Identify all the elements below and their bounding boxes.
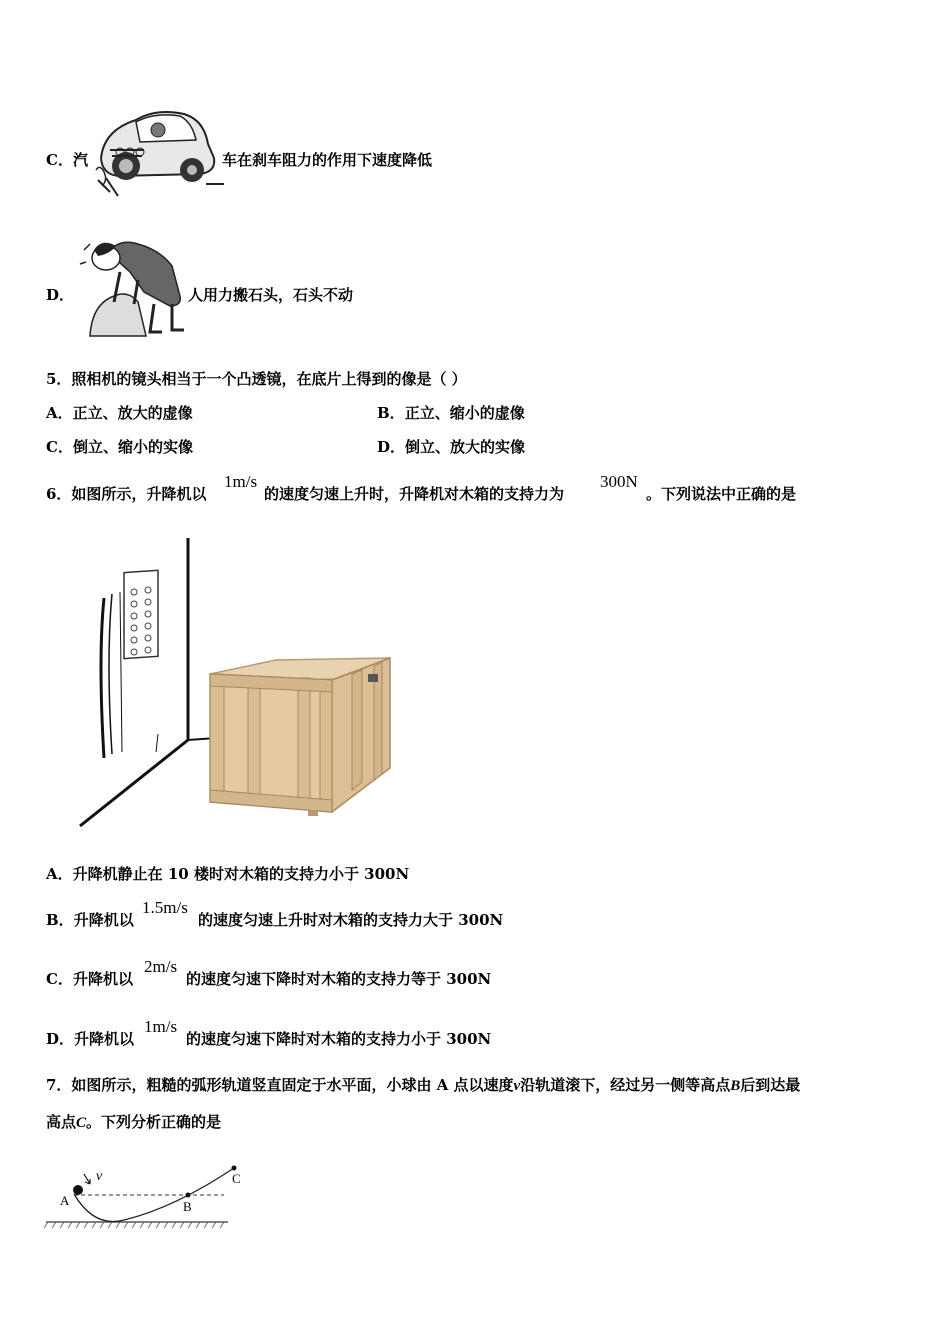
q6-option-d[interactable]: D．升降机以 [46, 1030, 135, 1048]
q4-option-c[interactable] [46, 153, 88, 168]
q5-option-c[interactable]: C．倒立、缩小的实像 [46, 438, 193, 456]
q6-option-a[interactable]: A．升降机静止在 10 楼时对木箱的支持力小于 300N [46, 865, 410, 883]
q5-option-a[interactable]: A．正立、放大的虚像 [46, 404, 193, 422]
q6-stem-b: 的速度匀速上升时，升降机对木箱的支持力为 [264, 485, 565, 503]
q6-stem-c: 。下列说法中正确的是 [646, 485, 797, 503]
q4-option-d-label[interactable] [46, 288, 74, 303]
q6-option-c[interactable]: C．升降机以 [46, 970, 133, 988]
q6-option-b-post: 的速度匀速上升时对木箱的支持力大于 300N [198, 911, 504, 929]
label-c: C [232, 1171, 241, 1186]
q6-force-value: 300N [600, 472, 638, 491]
arc-track-figure [44, 1160, 254, 1234]
q6-option-c-value: 2m/s [144, 957, 178, 976]
option-label: D． [46, 286, 75, 304]
label-a: A [60, 1193, 70, 1208]
q4-option-c-rest [222, 153, 432, 168]
q6-option-b-value: 1.5m/s [142, 898, 188, 917]
q7-stem-line2: 高点C。下列分析正确的是 [46, 1113, 222, 1131]
q6-option-b[interactable]: B．升降机以 [46, 911, 134, 929]
elevator-crate-figure [76, 538, 396, 830]
person-lifting-stone-illustration [80, 232, 188, 342]
q6-speed-value: 1m/s [224, 472, 258, 491]
q4-option-d-text: 人用力搬石头，石头不动 [188, 286, 354, 304]
q6-stem-a: 6．如图所示，升降机以 [46, 485, 207, 503]
label-v: v [96, 1169, 103, 1184]
q5-option-d[interactable]: D．倒立、放大的实像 [377, 438, 526, 456]
q5-stem: 5．照相机的镜头相当于一个凸透镜，在底片上得到的像是（ ） [46, 370, 467, 388]
q5-option-b[interactable]: B．正立、缩小的虚像 [377, 404, 525, 422]
car-braking-illustration [96, 100, 226, 198]
q6-option-c-post: 的速度匀速下降时对木箱的支持力等于 300N [186, 970, 492, 988]
q7-stem-line1: 7．如图所示，粗糙的弧形轨道竖直固定于水平面，小球由 A 点以速度v沿轨道滚下，经过另一侧等高点B后到达最 [46, 1076, 801, 1094]
option-label: C． [46, 151, 73, 169]
label-b: B [183, 1199, 192, 1214]
option-text-pre: 汽 [72, 151, 88, 169]
option-text-post: 车在刹车阻力的作用下速度降低 [222, 151, 433, 169]
q6-option-d-post: 的速度匀速下降时对木箱的支持力小于 300N [186, 1030, 492, 1048]
q6-option-d-value: 1m/s [144, 1017, 178, 1036]
